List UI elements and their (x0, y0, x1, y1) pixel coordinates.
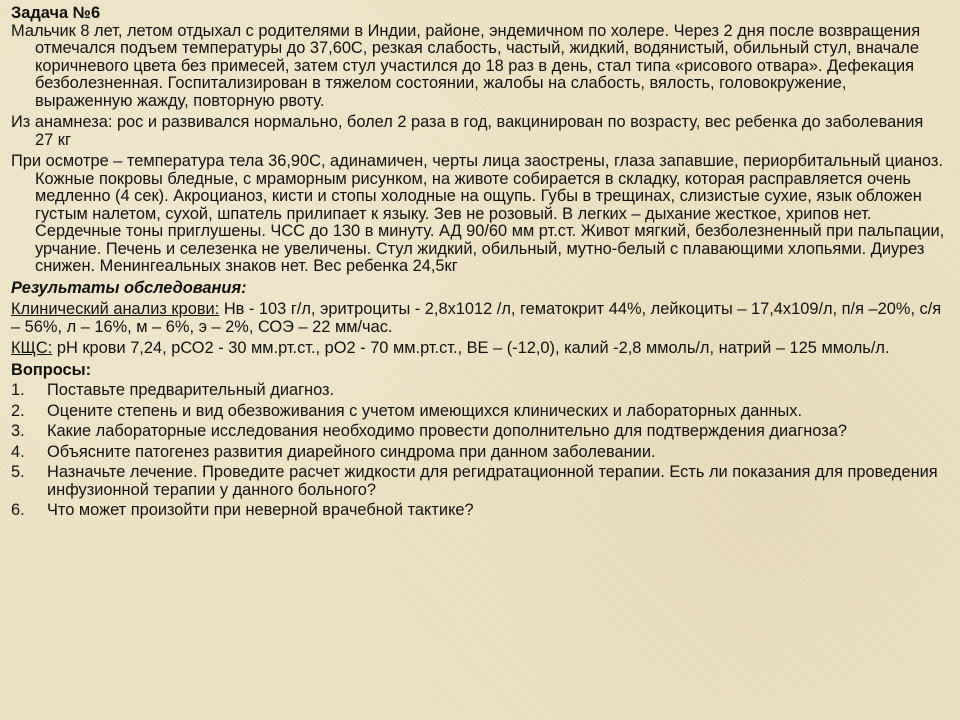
question-item (11, 444, 946, 462)
question-number: 5. (11, 463, 25, 481)
questions-heading: Вопросы: (11, 360, 92, 379)
kshs-paragraph (11, 340, 946, 358)
question-text: Поставьте предварительный диагноз. (47, 381, 335, 399)
kshs-values: рН крови 7,24, рСО2 - 30 мм.рт.ст., рО2 - 70 мм.рт.ст., ВЕ – (-12,0), калий -2,8 ммоль/л, натрий – 125 ммоль/л. (52, 339, 890, 357)
question-number: 6. (11, 501, 25, 519)
exam-paragraph: При осмотре – температура тела 36,90С, адинамичен, черты лица заострены, глаза запавшие, периорбитальный цианоз. Кожные покровы бледные, с мраморным рисунком, на животе собирается в складку, которая расправляется очень медленно (4 сек). Акроцианоз, кисти и стопы холодные на ощупь. Губы в трещинах, слизистые сухие, язык обложен густым налетом, сухой, шпатель прилипает к языку. Зев не розовый. В легких – дыхание жесткое, хрипов нет. Сердечные тоны приглушены. ЧСС до 130 в минуту. АД 90/60 мм рт.ст. Живот мягкий, безболезненный при пальпации, урчание. Печень и селезенка не увеличены. Стул жидкий, обильный, мутно-белый с плавающими хлопьями. Диурез снижен. Менингеальных знаков нет. Вес ребенка 24,5кг (11, 152, 945, 275)
question-item (11, 403, 946, 421)
questions-list (11, 382, 946, 520)
results-heading: Результаты обследования: (11, 278, 247, 297)
question-item (11, 423, 946, 441)
question-number: 3. (11, 422, 25, 440)
question-text: Что может произойти при неверной врачебной тактике? (47, 501, 474, 519)
blood-test-label: Клинический анализ крови: (11, 300, 220, 318)
question-number: 1. (11, 381, 25, 399)
question-item (11, 502, 946, 520)
blood-test-paragraph (11, 301, 946, 336)
history-paragraph: Мальчик 8 лет, летом отдыхал с родителями в Индии, районе, эндемичном по холере. Через 2 дня после возвращения отмечался подъем температуры до 37,60С, резкая слабость, частый, жидкий, водянистый, обильный стул, вначале коричневого цвета без примесей, затем стул участился до 18 раз в день, стал типа «рисового отвара». Дефекация безболезненная. Госпитализирован в тяжелом состоянии, жалобы на слабость, вялость, головокружение, выраженную жажду, повторную рвоту. (11, 21, 921, 110)
kshs-label: КЩС: (11, 339, 53, 357)
question-number: 4. (11, 442, 25, 461)
task-title: Задача №6 (11, 4, 101, 22)
question-item (11, 382, 946, 400)
anamnesis-paragraph: Из анамнеза: рос и развивался нормально, болел 2 раза в год, вакцинирован по возрасту, вес ребенка до заболевания 27 кг (11, 113, 924, 149)
question-item (11, 464, 946, 499)
question-text: Назначьте лечение. Проведите расчет жидкости для регидратационной терапии. Есть ли показания для проведения инфузионной терапии у данного больного? (47, 463, 938, 499)
question-text: Оцените степень и вид обезвоживания с учетом имеющихся клинических и лабораторных данных. (47, 401, 803, 420)
question-text: Объясните патогенез развития диарейного синдрома при данном заболевании. (47, 442, 656, 461)
question-number: 2. (11, 401, 25, 420)
blood-test-values: Нв - 103 г/л, эритроциты - 2,8х1012 /л, гематокрит 44%, лейкоциты – 17,4х109/л, п/я –20%, с/я – 56%, л – 16%, м – 6%, э – 2%, СОЭ – 22 мм/час. (11, 300, 942, 336)
question-text: Какие лабораторные исследования необходимо провести дополнительно для подтверждения диагноза? (47, 422, 847, 440)
